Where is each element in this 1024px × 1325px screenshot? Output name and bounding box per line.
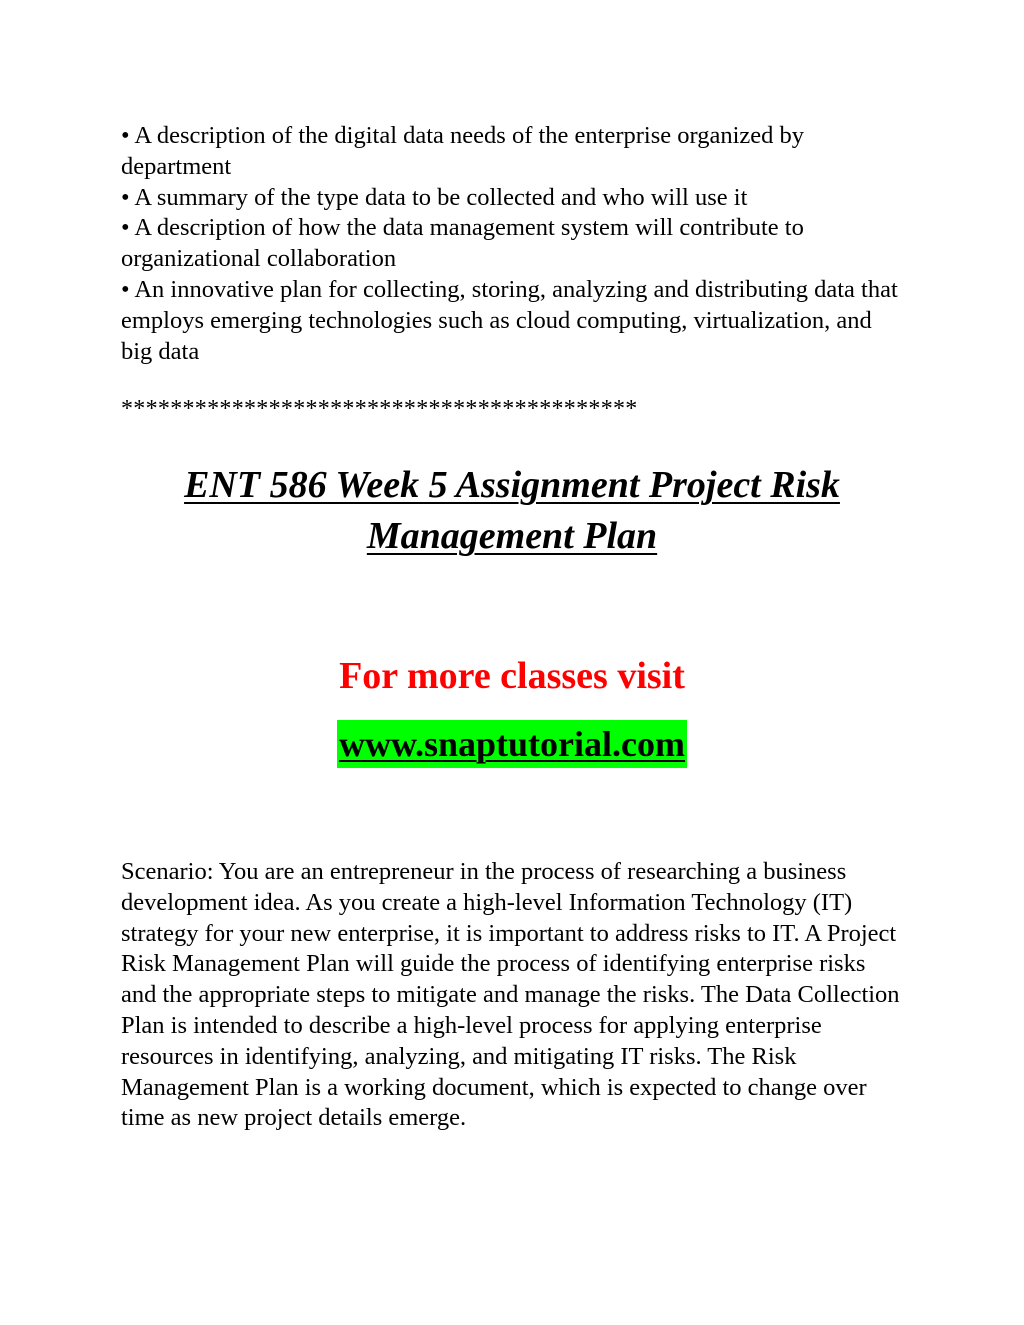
website-link[interactable]: www.snaptutorial.com: [337, 720, 687, 768]
requirements-list: [121, 121, 901, 367]
title-line-2: Management Plan: [366, 515, 658, 557]
bullet-item: • A summary of the type data to be collected and who will use it: [121, 183, 748, 211]
promo-link-container: [112, 720, 912, 768]
promo-text: For more classes visit: [339, 655, 685, 697]
separator-line: ******************************************: [121, 396, 638, 422]
scenario-paragraph: Scenario: You are an entrepreneur in the process of researching a business development idea. As you create a high-level Information Technology (IT) strategy for your new enterprise, it is important to address risks to IT. A Project Risk Management Plan will guide the process of identifying enterprise risks and the appropriate steps to mitigate and manage the risks. The Data Collection Plan is intended to describe a high-level process for applying enterprise resources in identifying, analyzing, and mitigating IT risks. The Risk Management Plan is a working document, which is expected to change over time as new project details emerge.: [121, 858, 900, 1132]
bullet-item: • A description of how the data management system will contribute to organizational collaboration: [121, 214, 804, 273]
title-line-1: ENT 586 Week 5 Assignment Project Risk: [184, 464, 840, 506]
bullet-item: • A description of the digital data needs of the enterprise organized by department: [121, 122, 805, 180]
document-title: [112, 460, 912, 562]
bullet-item: • An innovative plan for collecting, storing, analyzing and distributing data that employs emerging technologies such as cloud computing, virtualization, and big data: [121, 275, 898, 365]
